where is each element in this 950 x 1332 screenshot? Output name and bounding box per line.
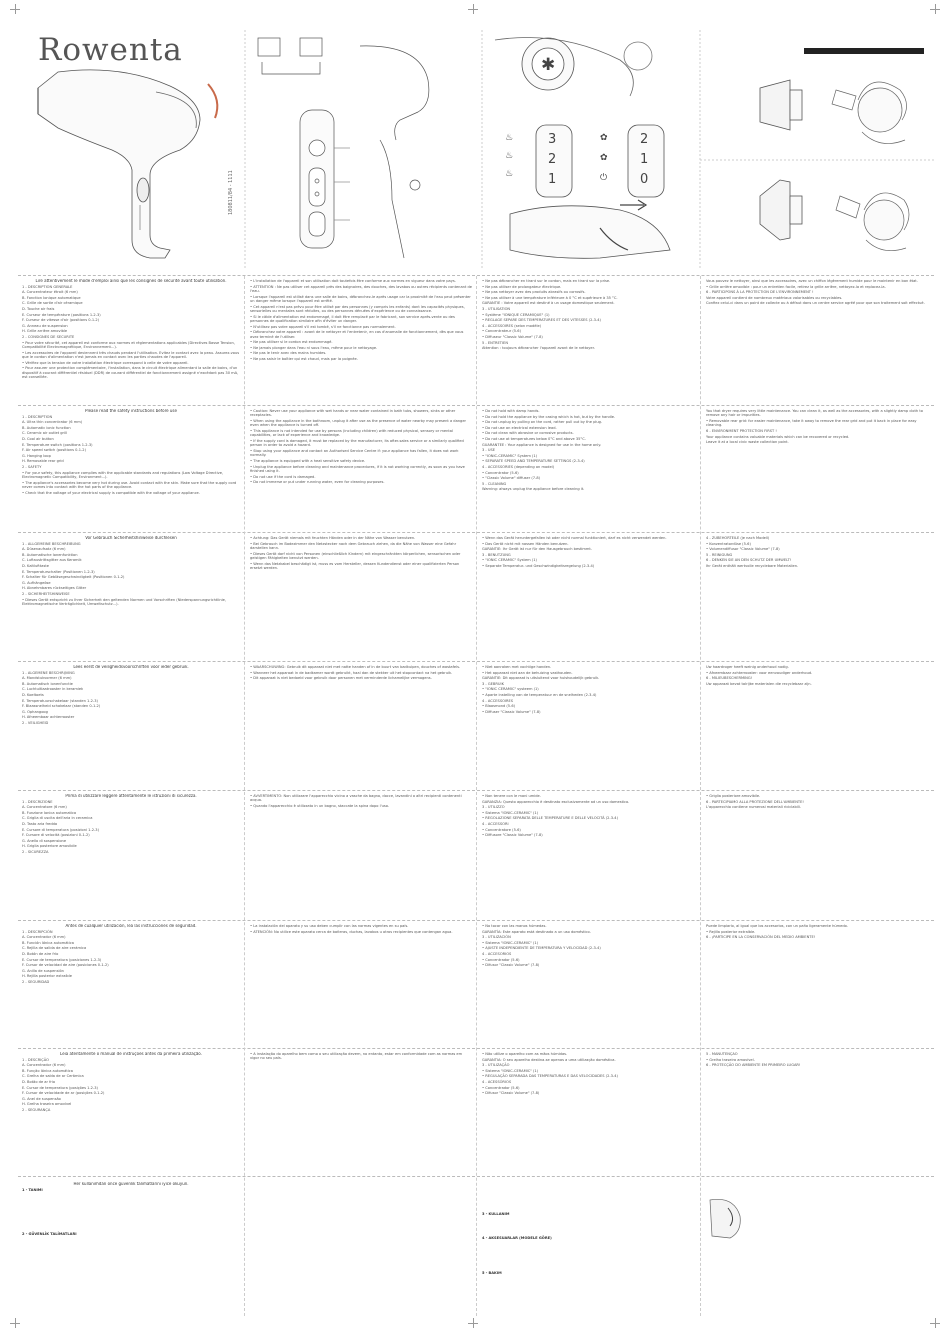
text-paragraph: G. Anneau de suspension: [22, 323, 68, 328]
text-paragraph: 3 - GEBRUIK: [482, 681, 504, 686]
text-paragraph: • Ne pas utiliser de prolongateur électrique.: [482, 284, 562, 289]
diffuser-illustration: [760, 180, 802, 240]
svg-text:✱: ✱: [541, 55, 556, 75]
text-paragraph: 4 - ACCESSOIRES: [482, 698, 514, 703]
text-paragraph: E. Temperature switch (positions 1-2-3): [22, 442, 93, 447]
svg-text:✿: ✿: [600, 133, 608, 143]
svg-text:♨: ♨: [505, 169, 514, 179]
text-paragraph: 1 - DESCRIPTION: [22, 414, 53, 419]
text-paragraph: • Pour assurer une protection complémentaire, l'installation, dans le circuit électrique alimentant la salle de bains, d'un dispositif à courant différentiel résiduel (DDR) de courant différentiel de fonctionnement assigné n'excédant pas 30 mA, est conseillée.: [22, 366, 239, 379]
section-1-column-4: [706, 279, 928, 401]
text-paragraph: • Non tenere con le mani umide.: [482, 794, 541, 798]
text-paragraph: • Niet aanraken met vochtige handen.: [482, 665, 552, 669]
text-paragraph: • ATENCIÓN: No utilice este aparato cerca de bañeras, duchas, lavabos u otros recipientes que contengan agua.: [250, 929, 453, 934]
rear-grid-removal-illustration: [510, 200, 670, 258]
text-paragraph: F. Schalter für Gebläsegeschwindigkeit (Positionen 0-1-2): [22, 575, 125, 580]
text-paragraph: • WAARSCHUWING: Gebruik dit apparaat niet met natte handen of in de buurt van badkuipen, douches of wastafels.: [250, 665, 461, 669]
section-6-column-1: [22, 924, 240, 1044]
text-paragraph: • Diffuser "Classic Volume" (7-8): [482, 709, 541, 714]
text-paragraph: • N'utilisez pas votre appareil s'il est tombé, s'il ne fonctionne pas normalement.: [250, 324, 396, 329]
text-paragraph: C. Luchtuitlaatrooster in keramiek: [22, 687, 84, 692]
section-title: Leia atentamente o manual de instruções antes da primeira utilização.: [60, 1052, 202, 1056]
text-paragraph: • For your safety, this appliance complies with the applicable standards and regulations (Low Voltage Directive, Electromagnetic Compatibility, Environment...).: [22, 470, 224, 479]
temperature-switch-illustration: [505, 125, 572, 197]
text-paragraph: 6 - MILIEUBESCHERMING!: [706, 676, 753, 681]
text-paragraph: • REGOLAZIONE SEPARATA DELLE TEMPERATURE E DELLE VELOCITÀ (2-3-4): [482, 816, 618, 821]
text-paragraph: • Das Gerät nicht mit nassen Händen benutzen.: [482, 541, 569, 546]
text-paragraph: 1 - DESCRIÇÃO: [22, 1057, 49, 1062]
text-paragraph: Warning: always unplug the appliance before cleaning it.: [482, 487, 585, 492]
text-paragraph: • Rejilla posterior extraíble.: [706, 929, 756, 934]
section-title: Prima di utilizzare leggere attentamente le istruzioni di sicurezza.: [65, 794, 197, 798]
text-paragraph: • Wenn das Gerät heruntergefallen ist oder nicht normal funktioniert, darf es nicht verwendet werden.: [482, 536, 667, 540]
text-paragraph: 4 - ACCESORIOS: [482, 951, 512, 956]
text-paragraph: Vous pouvez le nettoyer, ainsi que les accessoires, avec un chiffon légèrement humide pour le maintenir en bon état.: [706, 279, 918, 283]
text-paragraph: • ATTENTION : Ne pas utiliser cet appareil près des baignoires, des douches, des lavabos ou autres récipients contenant de l'eau.: [250, 284, 472, 293]
section-1-column-1: [22, 279, 240, 401]
text-paragraph: • Caution: Never use your appliance with wet hands or near water contained in bath tubs, showers, sinks or other receptacles.: [250, 409, 456, 418]
text-paragraph: 5 - CLEANING: [482, 481, 507, 486]
text-paragraph: • Aparte instelling van de temperatuur en de snelheden (2-3-4): [482, 692, 597, 697]
text-paragraph: A. Ultra thin concentrator (6 mm): [22, 420, 83, 425]
section-6-column-2: [250, 924, 472, 1044]
text-paragraph: F. Air speed switch (positions 0-1-2): [22, 448, 86, 453]
section-7-column-4: [706, 1052, 928, 1172]
turkish-heading-accessories: 4 - AKSESUARLAR (MODELE GÖRE): [482, 1236, 552, 1241]
text-paragraph: 1 - DESCRIPTION GENERALE: [22, 284, 73, 289]
text-paragraph: H. Removable rear grid: [22, 459, 64, 464]
text-paragraph: D. Koeltoets: [22, 692, 44, 697]
text-paragraph: • This appliance is not intended for use by persons (including children) with reduced physical, sensory or mental capabilities, or lack of experience and knowledge.: [250, 429, 453, 438]
text-paragraph: • Concentrateur (5-6): [482, 329, 521, 334]
text-paragraph: • "Classic Volume" diffuser (7-8): [482, 476, 541, 481]
text-paragraph: A. Concentrador (6 mm): [22, 1063, 66, 1068]
text-paragraph: L'apparecchio contiene numerosi materiali riciclabili.: [706, 805, 801, 810]
text-paragraph: GUARANTEE : Your appliance is designed for use in the home only.: [482, 442, 602, 447]
text-paragraph: • Sistema "IONIC-CERAMIC" (1): [482, 810, 539, 815]
text-paragraph: 1 - ALLGEMEINE BESCHREIBUNG: [22, 541, 81, 546]
svg-text:⏻: ⏻: [600, 173, 608, 183]
text-paragraph: • Do not use at temperatures below 0°C and above 35°C.: [482, 436, 586, 441]
text-paragraph: 2 - CONSIGNES DE SECURITE: [22, 334, 75, 339]
text-paragraph: • Volumendiffusor "Classic Volume" (7-8): [706, 547, 780, 552]
text-paragraph: 3 - UTILIZACIÓN: [482, 935, 511, 940]
column-divider: [700, 276, 701, 1316]
text-paragraph: 4 - ACESSÓRIOS: [482, 1079, 512, 1084]
text-paragraph: 1 - DESCRIPCIÓN: [22, 929, 53, 934]
text-paragraph: 3 - BENUTZUNG: [482, 552, 511, 557]
text-paragraph: C. Rejilla de salida de aire cerámica: [22, 946, 87, 951]
text-paragraph: Votre appareil contient de nombreux matériaux valorisables ou recyclables.: [706, 295, 843, 300]
text-paragraph: • Concentrador (5-6): [482, 957, 520, 962]
text-paragraph: 6 - PARTICIPONS À LA PROTECTION DE L'ENVIRONNEMENT !: [706, 290, 814, 295]
section-1-column-3: [482, 279, 696, 401]
text-paragraph: GARANZIA: Questo apparecchio è destinato esclusivamente ad un uso domestico.: [482, 799, 630, 804]
text-paragraph: • Difusor "Classic Volume" (7-8): [482, 963, 540, 968]
text-paragraph: F. Cursore di velocità (posizioni 0-1-2): [22, 833, 90, 838]
section-7-column-1: [22, 1052, 240, 1172]
text-paragraph: H. Grille arrière amovible: [22, 329, 68, 334]
text-paragraph: • AVVERTIMENTO: Non utilizzare l'apparecchio vicino a vasche da bagno, docce, lavandini o altri recipienti contenenti acqua.: [250, 794, 462, 803]
registration-mark: [10, 1318, 20, 1328]
text-paragraph: 5 - REINIGUNG: [706, 552, 733, 557]
text-paragraph: • Removable rear grid: for easier maintenance, take it away to remove the rear grid and put it back in place for easy cleaning.: [706, 419, 917, 428]
text-paragraph: • Do not clean with abrasive or corrosive products.: [482, 431, 574, 436]
text-paragraph: GARANTÍA: Este aparato está destinado a un uso doméstico.: [482, 929, 591, 934]
text-paragraph: E. Cursor de temperatura (posições 1-2-3): [22, 1085, 98, 1090]
text-paragraph: D. Botão de ar frio: [22, 1079, 56, 1084]
text-paragraph: C. Grelha de saída de ar Cerâmica: [22, 1074, 84, 1079]
section-4-column-3: [482, 665, 696, 787]
text-paragraph: 6 - ¡PARTICIPE EN LA CONSERVACIÓN DEL MEDIO AMBIENTE!: [706, 935, 816, 940]
section-3-column-1: [22, 536, 240, 658]
section-7-column-2: [250, 1052, 472, 1172]
text-paragraph: Leave it at a local civic waste collection point.: [706, 440, 789, 445]
section-title: Vor Gebrauch Sicherheitshinweise durchlesen: [85, 536, 177, 540]
text-paragraph: H. Grelha traseira amovível: [22, 1102, 72, 1107]
temperature-level-1: 1: [548, 172, 557, 187]
text-paragraph: E. Temperatuurschakelaar (standen 1-2-3): [22, 698, 98, 703]
text-paragraph: • Dit apparaat is niet bedoeld voor gebruik door personen met verminderde lichamelijke vermogens.: [250, 676, 432, 681]
text-paragraph: E. Cursore di temperatura (posizioni 1-2-3): [22, 827, 99, 832]
ionic-button-illustration: [495, 38, 652, 97]
svg-text:✿: ✿: [600, 153, 608, 163]
hair-dryer-illustration: [38, 70, 217, 258]
text-paragraph: C. Griglia di uscita dell'aria in ceramica: [22, 816, 93, 821]
section-3-column-2: [250, 536, 472, 658]
text-paragraph: • "IONIC CERAMIC" System (1): [482, 558, 537, 563]
styling-woman-illustration-1: [832, 82, 907, 144]
text-paragraph: • When using the appliance in the bathroom, unplug it after use as the presence of water nearby may present a danger even when the appliance is turned off.: [250, 419, 467, 428]
turkish-heading-safety: 2 - GÜVENLİK TALİMATLARI: [22, 1232, 77, 1236]
figures-panel: [0, 0, 950, 272]
text-paragraph: • Afneembaar achterrooster: voor eenvoudiger onderhoud.: [706, 670, 813, 675]
speed-level-0: 0: [640, 172, 649, 187]
text-paragraph: • Het apparaat niet aan de behuizing vasthouden.: [482, 670, 573, 675]
text-paragraph: • No tocar con las manos húmedas.: [482, 924, 547, 928]
section-title: Lees eerst de veiligheidsvoorschriften voor ieder gebruik.: [73, 665, 189, 669]
section-2-column-3: [482, 409, 696, 529]
section-4-column-4: [706, 665, 928, 787]
concentrator-illustration: [760, 80, 802, 130]
section-5-column-4: [706, 794, 928, 916]
text-paragraph: Ihr Gerät enthält wertvolle recyclebare Materialien.: [706, 563, 799, 568]
text-paragraph: 1 - ALGEMENE BESCHRIJVING: [22, 670, 75, 675]
text-paragraph: H. Afneembaar achterrooster: [22, 715, 75, 720]
text-paragraph: • Konzentratordüse (5-6): [706, 541, 751, 546]
text-paragraph: • AJUSTE INDEPENDIENTE DE TEMPERATURA Y VELOCIDAD (2-3-4): [482, 946, 601, 951]
svg-text:♨: ♨: [505, 151, 514, 161]
text-paragraph: • Do not use an electrical extension lead.: [482, 425, 557, 430]
text-paragraph: A. Düsenaufsatz (6 mm): [22, 547, 66, 552]
text-paragraph: Puede limpiarlo, al igual que los accesorios, con un paño ligeramente húmedo.: [706, 924, 848, 928]
text-paragraph: GARANTIA: O seu aparelho destina-se apenas a uma utilização doméstica.: [482, 1057, 616, 1062]
text-paragraph: • Dieses Gerät darf nicht von Personen (einschließlich Kindern) mit eingeschränkten körperlichen, sensorischen oder geistigen Fähigkeiten benutzt werden.: [250, 551, 461, 560]
text-paragraph: • Lorsque l'appareil est utilisé dans une salle de bains, débranchez-le après usage car la proximité de l'eau peut présenter un danger même lorsque l'appareil est arrêté.: [250, 294, 471, 303]
text-paragraph: • Concentrador (5-6): [482, 1085, 520, 1090]
text-paragraph: A. Concentrador (6 mm): [22, 935, 66, 940]
text-paragraph: • Vérifiez que la tension de votre installation électrique correspond à celle de votre appareil.: [22, 360, 189, 365]
text-paragraph: D. Touche air frais: [22, 306, 55, 311]
text-paragraph: • Les accessoires de l'appareil deviennent très chauds pendant l'utilisation. Evitez le contact avec la peau. Assurez-vous que le cordon d'alimentation n'est jamais en contact avec les parties chaudes de l'appareil.: [22, 350, 240, 359]
accessory-header-bar: [804, 48, 924, 54]
turkish-col-1: [22, 1182, 240, 1322]
turkish-title: Her kullanımdan önce güvenlik talimatlarını iyice okuyun.: [73, 1182, 189, 1186]
text-paragraph: • Ne jamais plonger dans l'eau ni sous l'eau, même pour le nettoyage.: [250, 345, 378, 350]
text-paragraph: H. Rejilla posterior extraíble: [22, 974, 72, 979]
text-paragraph: A. Mondstukvormer (6 mm): [22, 676, 72, 681]
text-paragraph: • If the supply cord is damaged, it must be replaced by the manufacturer, its after-sales service or a similarly qualified person in order to avoid a hazard.: [250, 439, 464, 448]
text-paragraph: 4 - ZUBEHÖRTEILE (je nach Modell): [706, 536, 770, 540]
section-2-column-2: [250, 409, 472, 529]
turkish-heading-use: 3 - KULLANIM: [482, 1212, 510, 1216]
text-paragraph: • The appliance is equipped with a heat sensitive safety device.: [250, 459, 366, 463]
svg-text:♨: ♨: [505, 133, 514, 143]
text-paragraph: F. Curseur de vitesse d'air (positions 0-1-2): [22, 318, 100, 323]
section-title: Lire attentivement le mode d'emploi ainsi que les consignes de sécurité avant toute utilisation.: [35, 279, 227, 283]
text-paragraph: 2 - SEGURIDAD: [22, 979, 50, 984]
temperature-level-3: 3: [548, 132, 557, 147]
text-paragraph: • Sistema "IONIC-CERAMIC" (1): [482, 1068, 539, 1073]
text-paragraph: • The appliance's accessories become very hot during use. Avoid contact with the skin. Make sure that the supply cord never comes into contact with the hot parts of the appliance.: [22, 480, 237, 489]
text-paragraph: • Do not hold the appliance by the casing which is hot, but by the handle.: [482, 414, 616, 419]
registration-mark: [930, 1318, 940, 1328]
turkish-col-3: [482, 1182, 696, 1322]
section-2-column-4: [706, 409, 928, 529]
text-paragraph: • Do not hold with damp hands.: [482, 409, 540, 413]
text-paragraph: GARANTIE : Votre appareil est destiné à un usage domestique seulement.: [482, 301, 615, 306]
text-paragraph: • Diffusore "Classic Volume" (7-8): [482, 833, 543, 838]
text-paragraph: 2 - SICHERHEITSHINWEISE: [22, 591, 70, 596]
text-paragraph: • Difusor "Classic Volume" (7-8): [482, 1091, 540, 1096]
temperature-level-2: 2: [548, 152, 557, 167]
text-paragraph: • Ne pas utiliser à une température inférieure à 0 °C et supérieure à 35 °C.: [482, 295, 618, 300]
section-6-column-3: [482, 924, 696, 1044]
section-1-column-2: [250, 279, 472, 401]
text-paragraph: H. Griglia posteriore amovibile: [22, 844, 77, 849]
text-paragraph: G. Ophangoog: [22, 709, 48, 714]
text-paragraph: D. Cool air button: [22, 436, 54, 441]
text-paragraph: • Pour votre sécurité, cet appareil est conforme aux normes et réglementations applicables (Directives Basse Tension, Compatibilité Electromagnétique, Environnement...).: [22, 340, 235, 349]
text-paragraph: 5 - MANUTENÇÃO: [706, 1052, 738, 1056]
text-paragraph: • Cet appareil n'est pas prévu pour être utilisé par des personnes (y compris les enfants) dont les capacités physiques, sensorielles ou mentales sont réduites, ou des personnes dénuées d'expérience ou de connaissance.: [250, 304, 465, 313]
section-4-column-2: [250, 665, 472, 787]
model-code: 180811/84 - 1111: [228, 170, 234, 215]
text-paragraph: • Concentrator (5-6): [482, 470, 519, 475]
text-paragraph: GARANTIE: Ihr Gerät ist nur für den Hausgebrauch bestimmt.: [482, 547, 592, 552]
text-paragraph: C. Ceramic air outlet grill: [22, 431, 68, 436]
turkish-heading-maintenance: 5 - BAKIM: [482, 1270, 502, 1275]
text-paragraph: • "IONIC-CERAMIC" System (1): [482, 453, 538, 458]
text-paragraph: 6 - DENKEN SIE AN DEN SCHUTZ DER UMWELT!: [706, 558, 792, 563]
text-paragraph: You that dryer requires very little maintenance. You can clean it, as well as the accessories, with a slightly damp cloth to remove any hair or impurities.: [706, 409, 923, 418]
speed-switch-illustration: [600, 125, 664, 197]
text-paragraph: 2 - VEILIGHEID: [22, 720, 49, 725]
speed-level-2: 2: [640, 132, 649, 147]
text-paragraph: E. Cursor de temperatura (posiciones 1-2-3): [22, 957, 102, 962]
text-paragraph: 2 - SICUREZZA: [22, 849, 49, 854]
text-paragraph: • L'installation de l'appareil et son utilisation doit toutefois être conforme aux normes en vigueur dans votre pays.: [250, 279, 456, 283]
text-paragraph: GARANTIE: Dit apparaat is uitsluitend voor huishoudelijk gebruik.: [482, 676, 600, 681]
text-paragraph: • REGULAÇÃO SEPARADA DAS TEMPERATURAS E DAS VELOCIDADES (2-3-4): [482, 1074, 618, 1079]
text-paragraph: D. Botón de aire frío: [22, 951, 59, 956]
text-paragraph: Attention : toujours débrancher l'appareil avant de le nettoyer.: [482, 346, 595, 351]
text-paragraph: F. Cursor de velocidad de aire (posiciones 0-1-2): [22, 963, 109, 968]
text-paragraph: A. Concentrateur étroit (6 mm): [22, 290, 78, 295]
section-6-column-4: [706, 924, 928, 1044]
text-paragraph: • Ne pas nettoyer avec des produits abrasifs ou corrosifs.: [482, 290, 586, 295]
text-paragraph: • Do not use if the cord is damaged.: [250, 474, 316, 479]
text-paragraph: • Wenn das Netzkabel beschädigt ist, muss es vom Hersteller, dessen Kundendienst oder einer qualifizierten Person ersetzt werden.: [250, 561, 460, 570]
text-paragraph: Uw apparaat bevat talrijke materialen die recyclebaar zijn.: [706, 681, 812, 686]
text-paragraph: E. Curseur de température (positions 1-2-3): [22, 312, 101, 317]
text-paragraph: 6 - PARTECIPIAMO ALLA PROTEZIONE DELL'AMBIENTE!: [706, 799, 804, 804]
text-paragraph: G. Hanging loop: [22, 453, 51, 458]
section-title: Antes de cualquier utilización, lea las instrucciones de seguridad.: [65, 924, 197, 928]
text-paragraph: A. Concentratore (6 mm): [22, 805, 67, 810]
turkish-heading-description: 1 - TANIMI: [22, 1187, 43, 1192]
section-3-column-4: [706, 536, 928, 658]
section-title: Please read the safety instructions before use: [85, 409, 177, 413]
text-paragraph: • Débranchez votre appareil : avant de le nettoyer et l'entretenir, en cas d'anomalie de fonctionnement, dès que vous avez terminé de l'utiliser.: [250, 330, 464, 339]
text-paragraph: G. Aufhängeöse: [22, 580, 51, 585]
text-paragraph: 3 - UTILISATION: [482, 306, 511, 311]
column-divider: [476, 276, 477, 1316]
text-paragraph: • Stop using your appliance and contact an Authorised Service Centre if: your appliance has fallen, it does not work normally.: [250, 449, 459, 458]
text-paragraph: D. Kaltlufttaste: [22, 563, 49, 568]
text-paragraph: • Ne pas utiliser si le cordon est endommagé.: [250, 340, 333, 345]
text-paragraph: 3 - UTILIZZO: [482, 805, 505, 810]
text-paragraph: • Ne pas saisir le boîtier qui est chaud, mais par la poignée.: [250, 356, 358, 361]
text-paragraph: B. Função Iónica automática: [22, 1068, 73, 1073]
text-paragraph: F. Cursor de velocidade de ar (posições 0-1-2): [22, 1091, 105, 1096]
text-paragraph: B. Fonction Ionique automatique: [22, 295, 81, 300]
text-paragraph: B. Funzione Ionica automatica: [22, 810, 77, 815]
text-paragraph: • Wanneer het apparaat in de badkamer wordt gebruikt, haal dan de stekker uit het stopcontact na het gebruik.: [250, 670, 453, 675]
section-5-column-1: [22, 794, 240, 916]
speed-level-1: 1: [640, 152, 649, 167]
text-paragraph: • Achtung: Das Gerät niemals mit feuchten Händen oder in der Nähe von Wasser benutzen.: [250, 536, 416, 540]
text-paragraph: E. Temperaturschalter (Positionen 1-2-3): [22, 569, 95, 574]
text-paragraph: 5 - ENTRETIEN: [482, 340, 509, 345]
text-paragraph: H. Abnehmbares rückseitiges Gitter: [22, 586, 87, 591]
text-paragraph: • Grille arrière amovible : pour un entretien facile, retirez la grille arrière, nettoyez-la et replacez-la.: [706, 284, 886, 289]
text-paragraph: 3 - USE: [482, 448, 496, 453]
text-paragraph: G. Anilla de suspensión: [22, 968, 64, 973]
text-paragraph: • Separate Temperatur- und Geschwindigkeitsregelung (2-3-4): [482, 563, 595, 568]
text-paragraph: • Blaasmond (5-6): [482, 704, 516, 709]
text-paragraph: • REGLAGE SEPARE DES TEMPERATURES ET DES VITESSES (2-3-4): [482, 318, 601, 323]
registration-mark: [468, 1318, 478, 1328]
text-paragraph: Your appliance contains valuable materials which can be recovered or recycled.: [706, 434, 850, 439]
text-paragraph: Confiez celui-ci dans un point de collecte ou à défaut dans un centre service agréé pour que son traitement soit effectué.: [706, 301, 925, 306]
text-paragraph: • Système "IONIQUE CERAMIQUE" (1): [482, 312, 550, 317]
text-paragraph: • Dieses Gerät entspricht zu Ihrer Sicherheit den geltenden Normen und Vorschriften (Niederspannungsrichtlinie, Elektromagnetische Verträglichkeit, Umweltschutz...).: [22, 597, 226, 606]
text-paragraph: • Não utilize o aparelho com as mãos húmidas.: [482, 1052, 568, 1056]
section-3-column-3: [482, 536, 696, 658]
text-paragraph: Uw haardroger heeft weinig onderhoud nodig.: [706, 665, 789, 669]
text-paragraph: 2 - SAFETY: [22, 464, 42, 469]
text-paragraph: • Grelha traseira amovível.: [706, 1057, 755, 1062]
dryer-parts-illustration: [258, 38, 429, 258]
text-paragraph: • Si le câble d'alimentation est endommagé, il doit être remplacé par le fabricant, son service après-vente ou des personnes de qualification similaire afin d'éviter un danger.: [250, 314, 455, 323]
text-paragraph: • Diffuseur "Classic Volume" (7-8): [482, 334, 543, 339]
text-paragraph: B. Automatic ionic function: [22, 425, 71, 430]
text-paragraph: • Bei Gebrauch im Badezimmer den Netzstecker nach dem Gebrauch ziehen, da die Nähe von Wasser eine Gefahr darstellen kann.: [250, 541, 457, 550]
text-paragraph: C. Luftaustrittsgitter aus Keramik: [22, 558, 82, 563]
section-5-column-3: [482, 794, 696, 916]
text-paragraph: D. Tasto aria fredda: [22, 821, 58, 826]
text-paragraph: 6 - PROTECÇÃO DO AMBIENTE EM PRIMEIRO LUGAR!: [706, 1063, 801, 1068]
brand-logo: Rowenta: [38, 32, 183, 68]
section-4-column-1: [22, 665, 240, 787]
text-paragraph: • "IONIC CERAMIC" systeem (1): [482, 687, 539, 692]
styling-woman-illustration-2: [836, 193, 909, 251]
text-paragraph: • Check that the voltage of your electrical supply is compatible with the voltage of your appliance.: [22, 490, 200, 495]
text-paragraph: 6 - ENVIRONMENT PROTECTION FIRST !: [706, 429, 777, 433]
text-paragraph: G. Anel de suspensão: [22, 1096, 61, 1101]
text-paragraph: • SEPARATE SPEED AND TEMPERATURE SETTINGS (2-3-4): [482, 459, 585, 464]
text-paragraph: 3 - UTILIZAÇÃO: [482, 1063, 510, 1068]
text-paragraph: 1 - DESCRIZIONE: [22, 799, 53, 804]
text-paragraph: 4 - ACCESSORIES (depending on model): [482, 464, 555, 469]
text-paragraph: • Sistema "IONIC-CERAMIC" (1): [482, 940, 539, 945]
text-paragraph: • Concentratore (5-6): [482, 827, 521, 832]
text-paragraph: 4 - ACCESSOIRES (selon modèle): [482, 323, 542, 328]
text-paragraph: • La instalación del aparato y su uso deben cumplir con las normas vigentes en su país.: [250, 924, 409, 928]
text-paragraph: • Griglia posteriore amovibile.: [706, 794, 761, 798]
column-divider: [244, 276, 245, 1316]
text-paragraph: • A instalação do aparelho bem como o seu utilização devem, no entanto, estar em conformidade com as normas em vigor no seu país.: [250, 1052, 463, 1061]
text-paragraph: • Ne pas le tenir avec des mains humides.: [250, 351, 327, 356]
text-paragraph: • Quando l'apparecchio è utilizzato in un bagno, staccate la spina dopo l'uso.: [250, 804, 390, 808]
text-paragraph: B. Automatische Ionenfunktion: [22, 552, 78, 557]
text-paragraph: F. Blaassnelheid schakelaar (standen 0-1-2): [22, 704, 101, 709]
section-7-column-3: [482, 1052, 696, 1172]
text-paragraph: G. Anello di sospensione: [22, 838, 67, 843]
text-paragraph: 4 - ACCESSORI: [482, 821, 509, 826]
section-5-column-2: [250, 794, 472, 916]
text-paragraph: B. Automatisch ionenfunctie: [22, 681, 73, 686]
text-paragraph: • Do not unplug by pulling on the cord, rather pull out by the plug.: [482, 420, 603, 425]
text-paragraph: • Ne pas débrancher en tirant sur le cordon, mais en tirant sur la prise.: [482, 279, 611, 283]
text-paragraph: 2 - SEGURANÇA: [22, 1107, 51, 1112]
text-paragraph: • Unplug the appliance before cleaning and maintenance procedures, if it is not working correctly, as soon as you have finished using it.: [250, 464, 465, 473]
text-paragraph: C. Grille de sortie d'air céramique: [22, 301, 83, 306]
section-2-column-1: [22, 409, 240, 529]
text-paragraph: • Do not immerse or put under running water, even for cleaning purposes.: [250, 480, 385, 485]
text-paragraph: B. Función Iónica automática: [22, 940, 75, 945]
rear-grid-mini-illustration: [706, 1196, 746, 1242]
